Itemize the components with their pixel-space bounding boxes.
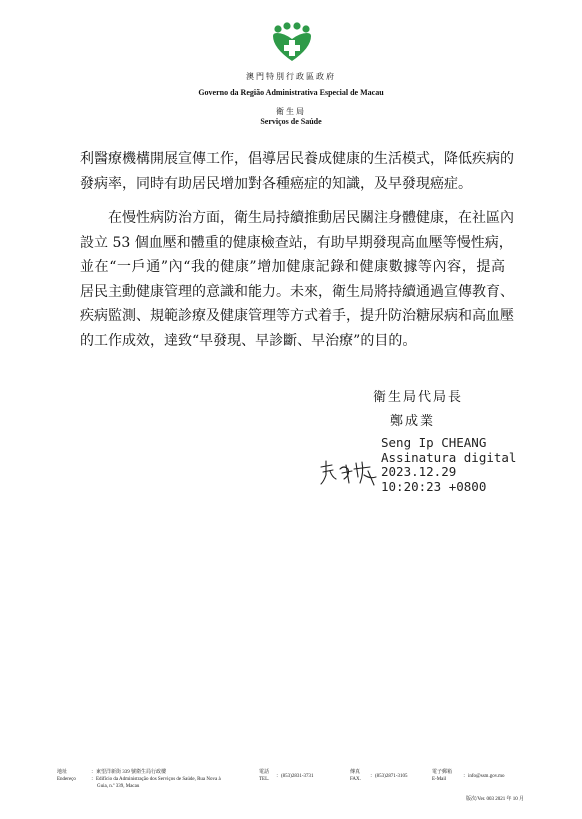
paragraph-line: 設立 53 個血壓和體重的健康檢查站，有助早期發現高血壓等慢性病， [80,234,513,251]
paragraph-line: 利醫療機構開展宣傳工作，倡導居民養成健康的生活模式，降低疾病的 [80,151,514,167]
digital-signature-block [381,436,516,494]
dept-name-chinese: 衛生局 [276,107,306,116]
fax-label: 傳真 FAX. [350,770,361,782]
digital-signature-line: 2023.12.29 [381,464,457,479]
body-paragraph-2 [80,206,514,353]
tel-label: 電話 TEL. [259,770,270,782]
paragraph-line: 疾病監測、規範診療及健康管理等方式着手，提升防治糖尿病和高血壓 [80,308,514,324]
handwritten-signature [318,457,380,489]
email-value: ：info@ssm.gov.mo [463,774,505,779]
digital-signature-line: Assinatura digital [381,449,517,465]
body-paragraph-1 [80,147,514,196]
health-bureau-logo [270,22,314,62]
signatory-name: 鄭成業 [390,414,436,429]
paragraph-line: 的工作成效，達致“早發現、早診斷、早治療”的目的。 [80,332,417,349]
version-label: 版次/Ver. 003 2021 年 10 月 [466,797,525,802]
footer [0,765,582,815]
paragraph-line: 居民主動健康管理的意識和能力。未來，衛生局將持續通過宣傳教育、 [80,283,514,300]
tel-value: ：(853)2831-3731 [276,774,314,779]
dept-name-portuguese: Serviços de Saúde [260,117,322,126]
paragraph-line: 並在“一戶通”內“我的健康”增加健康記錄和健康數據等內容，提高 [80,259,505,275]
digital-signature-line: 10:20:23 +0800 [381,478,487,494]
paragraph-line: 在慢性病防治方面，衛生局持續推動居民關注身體健康，在社區內 [80,210,514,226]
email-label: 電子郵箱 E-Mail [432,770,453,782]
address-value: ：東望洋新街 339 號衛生局行政樓 ：Edifício da Administração dos Serviços de Saúde, Rua Nova à Guia, n.º 339, Macau [91,770,221,789]
digital-signature-line: Seng Ip CHEANG [381,435,487,450]
address-label: 地址 Endereço [57,770,76,782]
org-name-portuguese: Governo da Região Administrativa Especial de Macau [198,88,384,97]
paragraph-line: 發病率，同時有助居民增加對各種癌症的知識，及早發現癌症。 [80,175,472,192]
signatory-title: 衛生局代局長 [373,390,464,405]
fax-value: ：(853)2871-3105 [370,774,408,779]
org-name-chinese: 澳門特別行政區政府 [246,72,336,81]
